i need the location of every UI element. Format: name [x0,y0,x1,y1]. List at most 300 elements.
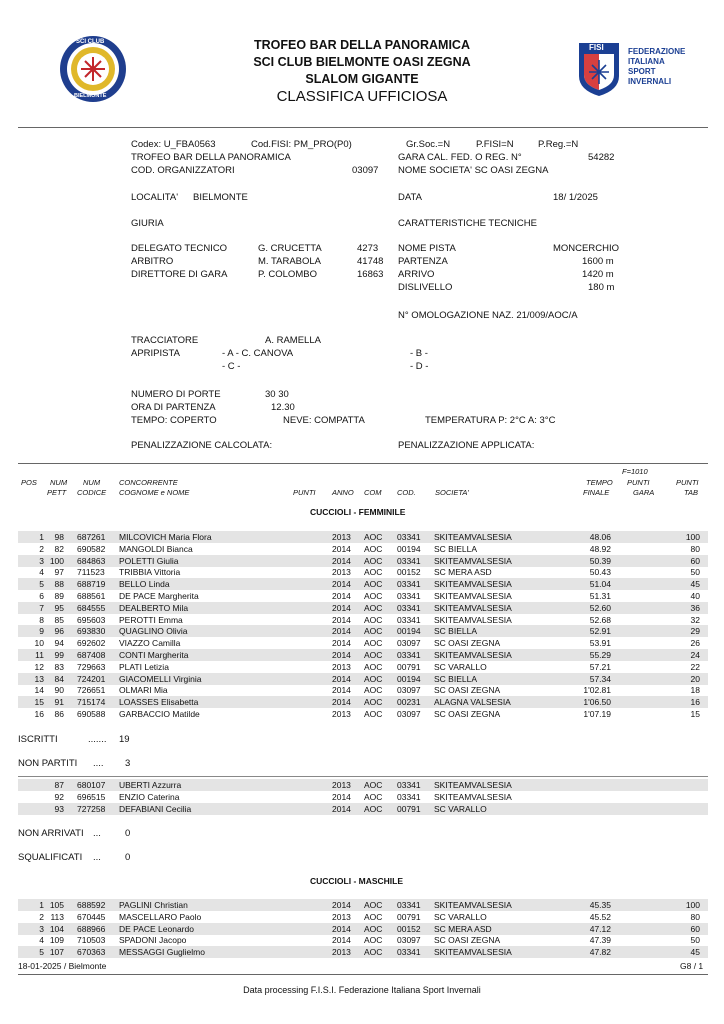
table-row [18,555,708,567]
cell-anno: 2014 [332,900,351,910]
cell-com: AOC [364,709,383,719]
ora-partenza-value: 12.30 [271,402,295,413]
cell-pett: 113 [50,911,64,922]
cell-com: AOC [364,650,383,660]
official-role: DELEGATO TECNICO [131,243,228,254]
header-line1: TROFEO BAR DELLA PANORAMICA [254,38,470,52]
table-row [18,614,708,626]
cell-com: AOC [364,935,383,946]
cell-com: AOC [364,685,383,696]
tech-label: NOME PISTA [398,243,456,254]
cell-pett: 95 [54,602,64,613]
table-row [18,566,708,578]
cell-pos: 14 [34,685,44,696]
col-punti: PUNTI [293,488,316,497]
cell-cod: 00152 [397,567,421,578]
cell-cod: 03097 [397,709,421,719]
cell-anno: 2013 [332,780,351,790]
tech-value: 1600 m [582,256,614,267]
cell-societa: SC OASI ZEGNA [434,935,501,946]
cell-anno: 2014 [332,923,351,934]
cell-societa: ALAGNA VALSESIA [434,697,511,708]
cell-nome: MESSAGGI Guglielmo [119,947,205,958]
cell-codice: 711523 [77,567,105,578]
col-societa: SOCIETA' [435,488,469,497]
col-tempo: TEMPO [586,478,613,487]
cell-com: AOC [364,911,383,922]
cell-cod: 00152 [397,923,421,934]
cell-pett: 84 [54,673,64,684]
cell-codice: 684555 [77,602,106,613]
cell-codice: 688966 [77,923,106,934]
cell-pos: 10 [34,638,44,649]
cell-tab: 16 [690,697,700,708]
cell-com: AOC [364,626,383,637]
cell-societa: SC OASI ZEGNA [434,709,501,719]
cell-tab: 45 [690,947,700,958]
logo-text-top: SCI CLUB [76,39,105,45]
cell-com: AOC [364,780,383,790]
col-num: NUM [50,478,68,487]
iscritti-label: ISCRITTI [18,734,58,745]
iscritti-value: 19 [119,734,130,745]
cell-pett: 94 [54,638,64,649]
cell-nome: PEROTTI Emma [119,614,183,625]
cell-codice: 687408 [77,650,106,660]
cell-pett: 107 [49,947,64,958]
cell-cod: 00791 [397,911,421,922]
cell-tab: 40 [690,591,700,601]
cod-fisi: Cod.FISI: PM_PRO(P0) [251,139,352,150]
cell-tab: 45 [690,579,700,590]
omologazione: N° OMOLOGAZIONE NAZ. 21/009/AOC/A [398,310,578,321]
cell-pos: 11 [35,650,44,660]
cell-pos: 8 [39,614,44,625]
official-name: M. TARABOLA [258,256,321,267]
non-arrivati-label: NON ARRIVATI [18,828,84,839]
gara-cal-n: 54282 [588,152,615,163]
cell-societa: SKITEAMVALSESIA [434,900,512,910]
table-row [18,673,708,685]
giuria: GIURIA [131,218,164,229]
cell-nome: POLETTI Giulia [119,555,179,566]
cell-pos: 2 [39,543,44,554]
gr-soc: Gr.Soc.=N [406,139,451,150]
cell-tempo: 52.60 [589,602,611,613]
p-reg: P.Reg.=N [538,139,579,150]
squalificati-label: SQUALIFICATI [18,852,83,863]
cell-anno: 2014 [332,791,351,802]
caratteristiche: CARATTERISTICHE TECNICHE [398,218,537,229]
gara-cal: GARA CAL. FED. O REG. N° [398,152,522,163]
tech-label: DISLIVELLO [398,282,453,293]
col-num: NUM [83,478,101,487]
cell-societa: SC OASI ZEGNA [434,638,501,649]
cell-cod: 03341 [397,579,421,590]
cell-societa: SKITEAMVALSESIA [434,650,512,660]
cell-tempo: 47.82 [589,947,611,958]
cell-anno: 2014 [332,803,351,814]
cell-tab: 60 [690,923,700,934]
cell-societa: SKITEAMVALSESIA [434,555,512,566]
cell-pos: 1 [39,900,44,910]
cell-cod: 00231 [397,697,421,708]
cell-pett: 98 [54,532,64,542]
cell-tempo: 52.91 [589,626,611,637]
cell-tempo: 55.29 [589,650,611,660]
table-row [18,803,708,815]
apripista-c: - C - [222,361,241,372]
cell-cod: 03341 [397,947,421,958]
table-row [18,578,708,590]
divider [18,127,708,128]
squalificati-dots: ... [93,852,101,863]
cell-nome: SPADONI Jacopo [119,935,187,946]
cell-societa: SC VARALLO [434,661,487,672]
official-name: P. COLOMBO [258,269,317,280]
col-cod: COD. [397,488,416,497]
cell-com: AOC [364,638,383,649]
cell-cod: 03341 [397,791,421,802]
cell-codice: 688561 [77,591,106,601]
cell-anno: 2014 [332,543,351,554]
col-codice: CODICE [77,488,107,497]
org-line: ITALIANA [628,57,665,66]
cell-cod: 03341 [397,614,421,625]
cell-pett: 104 [49,923,64,934]
cell-tempo: 45.52 [589,911,611,922]
cell-cod: 00791 [397,661,421,672]
cell-cod: 03341 [397,900,421,910]
cell-cod: 03341 [397,650,421,660]
cell-nome: CONTI Margherita [119,650,189,660]
localita-value: BIELMONTE [193,192,248,203]
table-row [18,946,708,958]
cell-cod: 03097 [397,935,421,946]
col-concorrente: CONCORRENTE [119,478,178,487]
footer-data-processing: Data processing F.I.S.I. Federazione Italiana Sport Invernali [243,985,481,995]
table-row [18,923,708,935]
cell-cod: 03341 [397,602,421,613]
cell-societa: SC BIELLA [434,673,477,684]
cell-tempo: 53.91 [589,638,611,649]
cell-pos: 3 [39,555,44,566]
cell-pos: 4 [39,935,44,946]
cell-pett: 99 [54,650,64,660]
cell-anno: 2014 [332,673,351,684]
org-line: INVERNALI [628,77,672,86]
table-row [18,899,708,911]
cell-tab: 20 [690,673,700,684]
cell-com: AOC [364,661,383,672]
header-line4: CLASSIFICA UFFICIOSA [276,88,448,105]
cell-tempo: 50.39 [589,555,611,566]
cell-com: AOC [364,567,383,578]
cell-tempo: 1'06.50 [583,697,611,708]
tech-label: PARTENZA [398,256,448,267]
col-f: F=1010 [622,467,648,476]
cell-nome: MANGOLDI Bianca [119,543,193,554]
table-row [18,543,708,555]
cell-pos: 3 [39,923,44,934]
cell-nome: DEALBERTO Mila [119,602,189,613]
cell-tab: 50 [690,935,700,946]
pen-calc: PENALIZZAZIONE CALCOLATA: [131,440,273,451]
cell-pett: 86 [54,709,64,719]
squalificati-value: 0 [125,852,131,863]
cell-tab: 26 [690,638,700,649]
cell-nome: PAGLINI Christian [119,900,188,910]
cell-societa: SKITEAMVALSESIA [434,780,512,790]
col-com: COM [364,488,382,497]
data-label: DATA [398,192,422,203]
cell-pett: 91 [54,697,64,708]
cell-pett: 87 [54,780,64,790]
cell-societa: SC MERA ASD [434,923,492,934]
cell-pos: 9 [39,626,44,637]
col-tab: TAB [684,488,699,497]
cell-tempo: 50.43 [589,567,611,578]
col-pett: PETT [47,488,67,497]
nome-societa: NOME SOCIETA' SC OASI ZEGNA [398,165,549,176]
cell-pett: 100 [49,555,64,566]
cell-tempo: 47.12 [589,923,611,934]
table-row [18,911,708,923]
cell-societa: SKITEAMVALSESIA [434,791,512,802]
temperatura: TEMPERATURA P: 2°C A: 3°C [425,415,556,426]
cell-codice: 690588 [77,709,106,719]
table-row [18,661,708,673]
table-row [18,590,708,602]
org-line: FEDERAZIONE [628,47,686,56]
cell-pos: 16 [34,709,44,719]
cell-tab: 22 [690,661,700,672]
cell-tab: 60 [690,555,700,566]
cell-tab: 32 [690,614,700,625]
cell-societa: SKITEAMVALSESIA [434,579,512,590]
col-anno: ANNO [332,488,354,497]
non-partiti-value: 3 [125,758,131,769]
non-arrivati-dots: ... [93,828,101,839]
cell-tempo: 57.21 [589,661,611,672]
cell-tab: 15 [690,709,700,719]
cell-anno: 2014 [332,697,351,708]
cell-com: AOC [364,697,383,708]
cell-codice: 680107 [77,780,106,790]
cell-codice: 692602 [77,638,106,649]
divider [18,974,708,975]
divider [18,776,708,777]
iscritti-dots: ....... [88,734,107,745]
apripista-label: APRIPISTA [131,348,180,359]
table-row [18,791,708,803]
cell-cod: 03341 [397,780,421,790]
footer-page: G8 / 1 [680,961,704,971]
cell-anno: 2014 [332,935,351,946]
cell-cod: 00194 [397,626,421,637]
cell-com: AOC [364,673,383,684]
col-punti-gara: PUNTI [627,478,650,487]
cell-tempo: 1'07.19 [583,709,611,719]
cell-tab: 50 [690,567,700,578]
cell-anno: 2013 [332,661,351,672]
cell-pos: 5 [39,947,44,958]
footer-date-place: 18-01-2025 / Bielmonte [18,961,107,971]
cell-nome: DE PACE Leonardo [119,923,194,934]
tech-value: MONCERCHIO [553,243,619,254]
cell-pos: 6 [39,591,44,601]
cell-anno: 2014 [332,650,351,660]
table-row [18,637,708,649]
ora-partenza-label: ORA DI PARTENZA [131,402,216,413]
cell-anno: 2014 [332,579,351,590]
cell-codice: 715174 [77,697,106,708]
official-name: G. CRUCETTA [258,243,322,254]
cell-pos: 4 [39,567,44,578]
cell-tempo: 45.35 [589,900,611,910]
cell-nome: MASCELLARO Paolo [119,911,202,922]
table-row [18,684,708,696]
divider [18,463,708,464]
cell-cod: 03097 [397,638,421,649]
cell-pett: 85 [54,614,64,625]
cell-pett: 105 [49,900,64,910]
cell-tab: 18 [690,685,700,696]
cell-cod: 00791 [397,803,421,814]
cell-codice: 690582 [77,543,106,554]
table-row [18,708,708,720]
cell-codice: 688592 [77,900,106,910]
cell-nome: MILCOVICH Maria Flora [119,532,212,542]
numero-porte-label: NUMERO DI PORTE [131,389,221,400]
cell-societa: SKITEAMVALSESIA [434,947,512,958]
official-code: 16863 [357,269,384,280]
cell-tab: 100 [685,532,700,542]
cell-pett: 88 [54,579,64,590]
cell-nome: BELLO Linda [119,579,170,590]
tempo: TEMPO: COPERTO [131,415,217,426]
cod-org-label: COD. ORGANIZZATORI [131,165,235,176]
cell-cod: 00194 [397,673,421,684]
cell-societa: SKITEAMVALSESIA [434,602,512,613]
cell-anno: 2013 [332,567,351,578]
cell-cod: 03341 [397,555,421,566]
non-partiti-label: NON PARTITI [18,758,78,769]
cell-nome: PLATI Letizia [119,661,169,672]
localita-label: LOCALITA' [131,192,179,203]
logo-text-bottom: BIELMONTE [74,93,107,99]
apripista-a: - A - C. CANOVA [222,348,294,359]
cell-nome: LOASSES Elisabetta [119,697,199,708]
cell-codice: 696515 [77,791,106,802]
cell-tempo: 57.34 [589,673,611,684]
cell-societa: SKITEAMVALSESIA [434,591,512,601]
cell-pett: 90 [54,685,64,696]
tech-value: 1420 m [582,269,614,280]
table-row [18,779,708,791]
cell-cod: 03097 [397,685,421,696]
cell-nome: GIACOMELLI Virginia [119,673,202,684]
cod-org-value: 03097 [352,165,379,176]
cell-com: AOC [364,591,383,601]
p-fisi: P.FISI=N [476,139,514,150]
cell-tab: 24 [690,650,700,660]
cell-nome: QUAGLINO Olivia [119,626,188,637]
cell-nome: GARBACCIO Matilde [119,709,200,719]
cell-pett: 82 [54,543,64,554]
cell-codice: 684863 [77,555,106,566]
cell-pos: 2 [39,911,44,922]
codex: Codex: U_FBA0563 [131,139,216,150]
cell-anno: 2014 [332,626,351,637]
cell-com: AOC [364,947,383,958]
cell-codice: 710503 [77,935,106,946]
cell-codice: 670363 [77,947,106,958]
cell-societa: SKITEAMVALSESIA [434,532,512,542]
official-code: 41748 [357,256,384,267]
cell-anno: 2013 [332,947,351,958]
cell-pos: 7 [39,602,44,613]
cell-com: AOC [364,555,383,566]
cell-pos: 5 [39,579,44,590]
cell-codice: 687261 [77,532,106,542]
tech-value: 180 m [588,282,615,293]
cell-codice: 727258 [77,803,106,814]
cell-anno: 2014 [332,591,351,601]
cell-pett: 89 [54,591,64,601]
cell-com: AOC [364,614,383,625]
cell-societa: SKITEAMVALSESIA [434,614,512,625]
cell-societa: SC VARALLO [434,911,487,922]
cell-nome: DEFABIANI Cecilia [119,803,192,814]
cell-cod: 03341 [397,532,421,542]
table-row [18,602,708,614]
trofeo: TROFEO BAR DELLA PANORAMICA [131,152,291,163]
official-role: DIRETTORE DI GARA [131,269,228,280]
col-nome: COGNOME e NOME [119,488,190,497]
cell-anno: 2014 [332,555,351,566]
cell-cod: 00194 [397,543,421,554]
cell-nome: UBERTI Azzurra [119,780,182,790]
official-code: 4273 [357,243,379,254]
cell-com: AOC [364,923,383,934]
data-value: 18/ 1/2025 [553,192,598,203]
table-row [18,625,708,637]
non-partiti-dots: .... [93,758,104,769]
header-line3: SLALOM GIGANTE [305,72,419,86]
cell-com: AOC [364,532,383,542]
apripista-b: - B - [410,348,428,359]
cell-codice: 724201 [77,673,106,684]
cell-nome: VIAZZO Camilla [119,638,181,649]
cell-nome: DE PACE Margherita [119,591,199,601]
section-maschile: CUCCIOLI - MASCHILE [310,876,404,886]
cell-pett: 97 [54,567,64,578]
fisi-text: FISI [589,43,604,52]
cell-anno: 2014 [332,685,351,696]
cell-tab: 36 [690,602,700,613]
header-line2: SCI CLUB BIELMONTE OASI ZEGNA [253,55,471,69]
pen-appl: PENALIZZAZIONE APPLICATA: [398,440,535,451]
cell-codice: 726651 [77,685,106,696]
cell-pett: 93 [54,803,64,814]
cell-societa: SC BIELLA [434,543,477,554]
cell-tab: 100 [685,900,700,910]
cell-societa: SC VARALLO [434,803,487,814]
official-role: ARBITRO [131,256,174,267]
table-row [18,649,708,661]
cell-com: AOC [364,803,383,814]
